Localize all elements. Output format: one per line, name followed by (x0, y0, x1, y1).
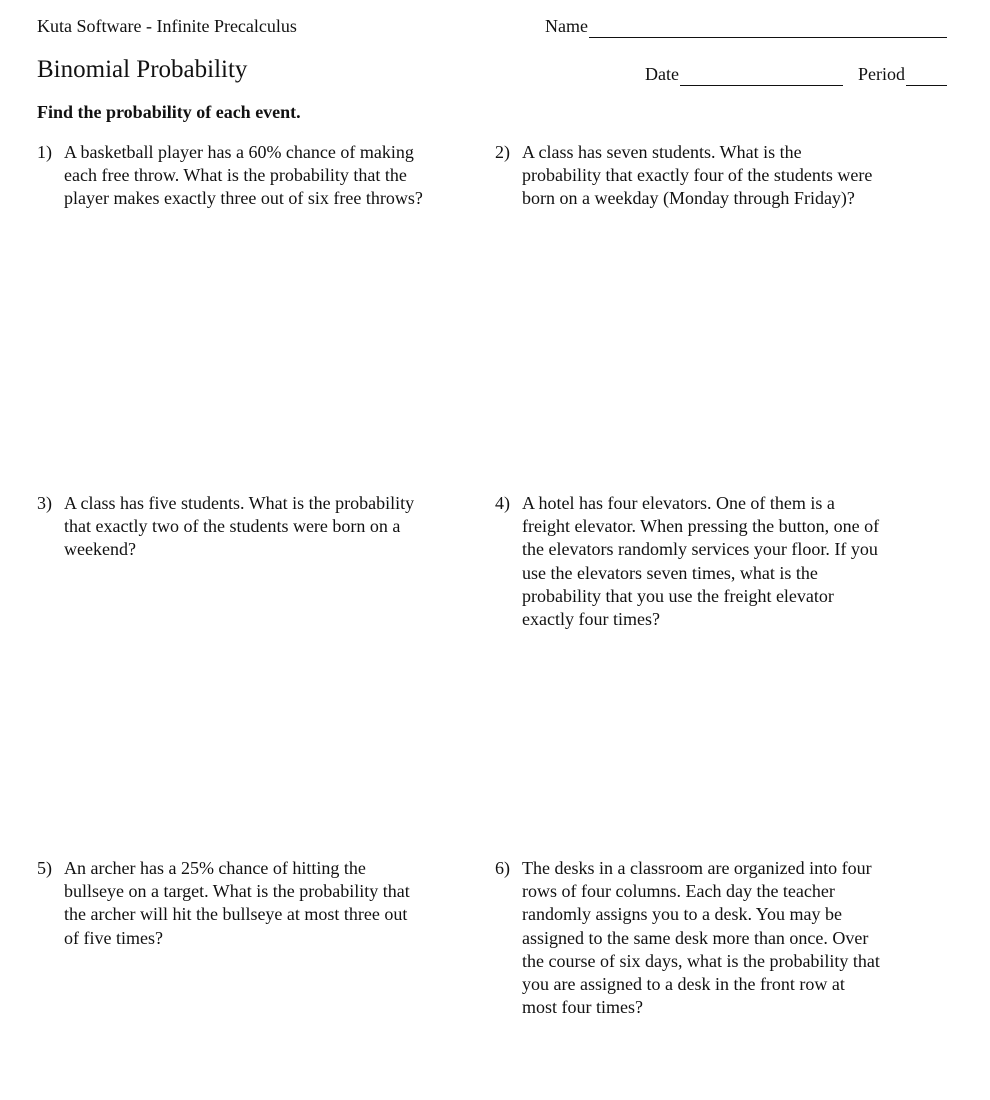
software-label: Kuta Software - Infinite Precalculus (37, 16, 297, 36)
problem-number: 6) (495, 858, 510, 878)
period-field[interactable] (858, 62, 947, 86)
period-blank-line[interactable] (906, 65, 947, 86)
problem-text: A class has seven students. What is the probability that exactly four of the students were born on a weekday (Monday through Friday)? (522, 142, 873, 209)
problem-number: 2) (495, 142, 510, 162)
problem-5 (37, 857, 426, 950)
problem-text: A class has five students. What is the probability that exactly two of the students were born on a weekend? (64, 493, 415, 560)
name-blank-line[interactable] (589, 17, 947, 38)
date-label: Date (645, 64, 679, 84)
problem-number: 3) (37, 493, 52, 513)
problem-number: 1) (37, 142, 52, 162)
problem-text: A basketball player has a 60% chance of making each free throw. What is the probability that the player makes exactly three out of six free throws? (64, 142, 423, 209)
period-label: Period (858, 64, 905, 84)
name-field[interactable] (545, 14, 947, 38)
problem-2 (495, 141, 884, 211)
date-blank-line[interactable] (680, 65, 843, 86)
problem-number: 4) (495, 493, 510, 513)
date-field[interactable] (645, 62, 843, 86)
problem-3 (37, 492, 426, 562)
instructions: Find the probability of each event. (37, 102, 301, 122)
problem-text: A hotel has four elevators. One of them is a freight elevator. When pressing the button, one of the elevators randomly services your floor. If you use the elevators seven times, what is the probability that you use the freight elevator exactly four times? (522, 493, 880, 630)
problem-1 (37, 141, 426, 211)
problem-number: 5) (37, 858, 52, 878)
problem-4 (495, 492, 884, 631)
problem-6 (495, 857, 884, 1019)
name-label: Name (545, 16, 588, 36)
problem-text: The desks in a classroom are organized into four rows of four columns. Each day the teacher randomly assigns you to a desk. You may be assigned to the same desk more than once. Over the course of six days, what is the probability that you are assigned to a desk in the front row at most four times? (522, 858, 880, 1018)
problem-text: An archer has a 25% chance of hitting the bullseye on a target. What is the probability that the archer will hit the bullseye at most three out of five times? (64, 858, 410, 948)
page-title: Binomial Probability (37, 56, 248, 83)
